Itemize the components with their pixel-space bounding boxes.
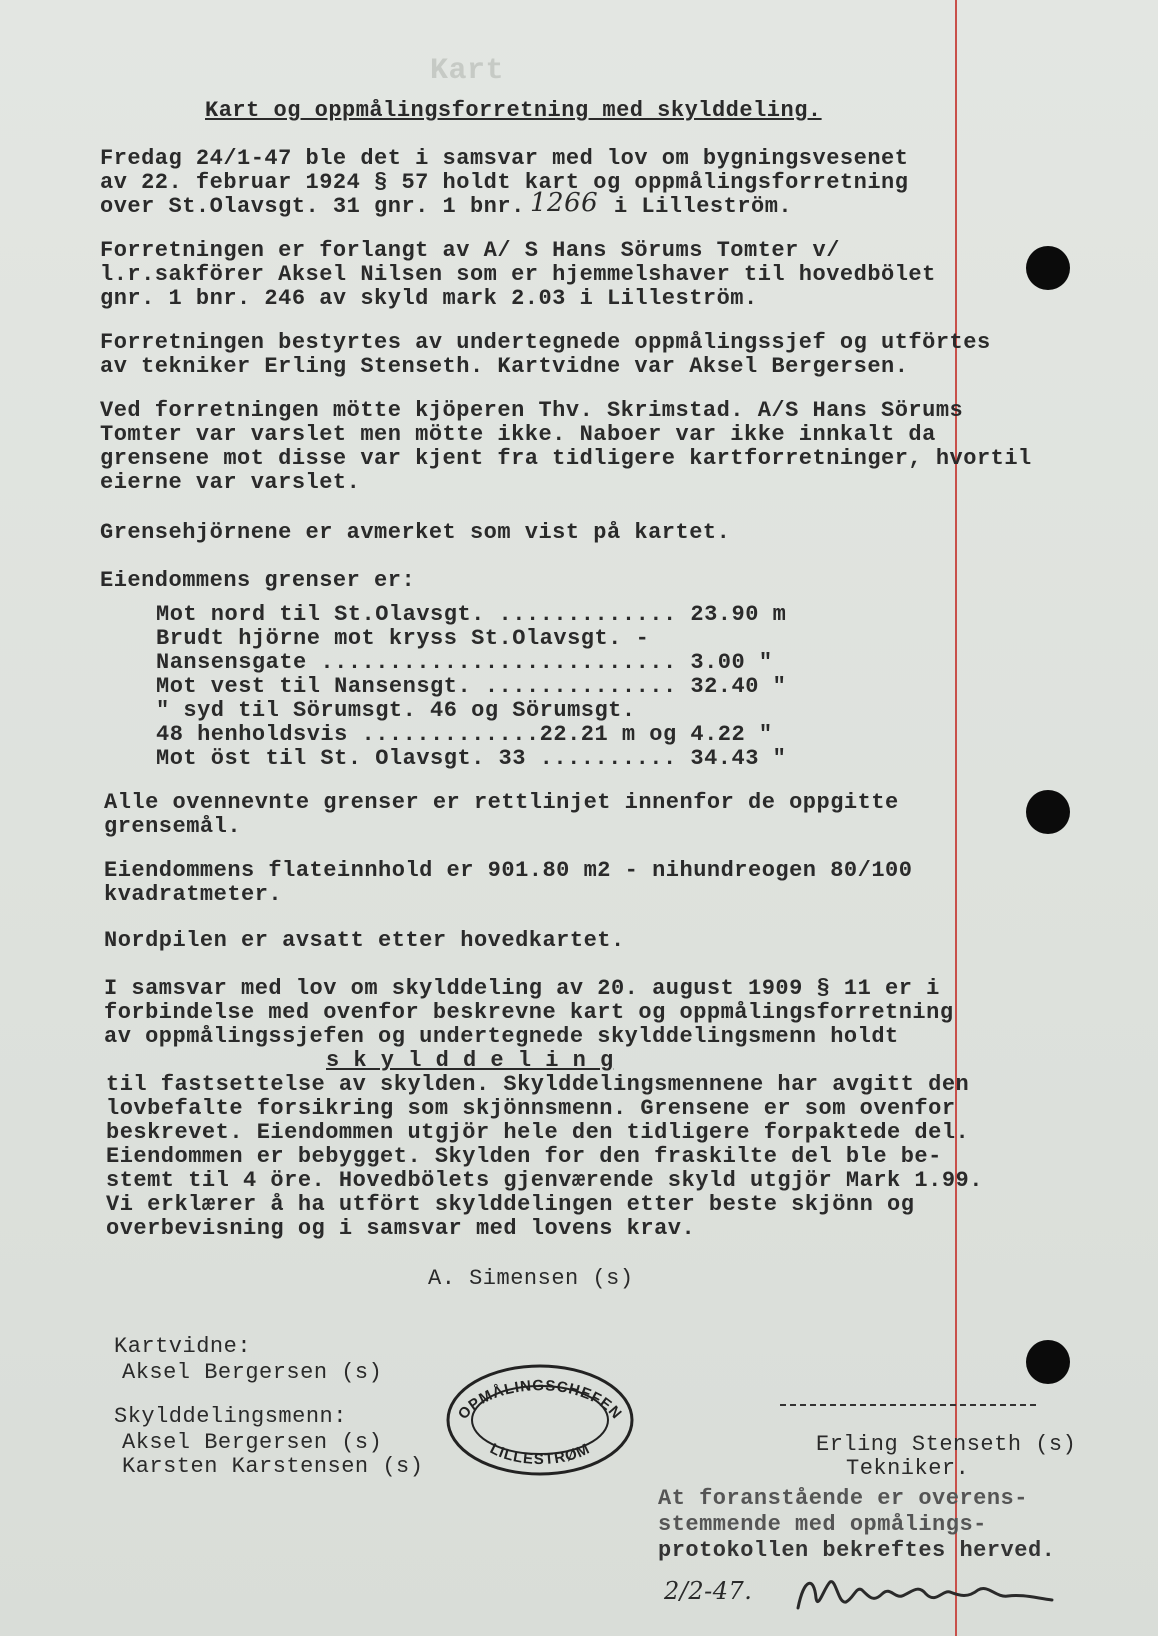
text-line: av oppmålingssjefen og undertegnede skylddelingsmenn holdt — [104, 1024, 899, 1049]
kartvidne-label: Kartvidne: — [114, 1334, 252, 1359]
boundary-line: Mot öst til St. Olavsgt. 33 .......... 34.43 " — [156, 746, 787, 771]
text-line: Forretningen bestyrtes av undertegnede oppmålingssjef og utförtes — [100, 330, 991, 355]
boundary-line: Mot vest til Nansensgt. .............. 32.40 " — [156, 674, 787, 699]
text-line: stemt til 4 öre. Hovedbölets gjenværende skyld utgjör Mark 1.99. — [106, 1168, 983, 1193]
certification-line: At foranstående er overens- — [658, 1486, 1028, 1511]
punch-hole — [1026, 1340, 1070, 1384]
text-line: kvadratmeter. — [104, 882, 283, 907]
text-line: lovbefalte forsikring som skjönnsmenn. Grensene er som ovenfor — [106, 1096, 956, 1121]
text-line: Eiendommens flateinnhold er 901.80 m2 - nihundreogen 80/100 — [104, 858, 913, 883]
text-line: I samsvar med lov om skylddeling av 20. august 1909 § 11 er i — [104, 976, 940, 1001]
official-stamp — [440, 1360, 640, 1480]
boundary-line: Brudt hjörne mot kryss St.Olavsgt. - — [156, 626, 650, 651]
skyldmann-name: Karsten Karstensen (s) — [122, 1454, 424, 1479]
text-line: i Lilleström. — [614, 194, 793, 219]
boundary-line: Nansensgate .......................... 3.00 " — [156, 650, 773, 675]
signature-simensen: A. Simensen (s) — [428, 1266, 634, 1291]
skyldmenn-label: Skylddelingsmenn: — [114, 1404, 347, 1429]
text-line: grensemål. — [104, 814, 242, 839]
text-line: Vi erklærer å ha utfört skylddelingen etter beste skjönn og — [106, 1192, 915, 1217]
boundary-line: 48 henholdsvis .............22.21 m og 4.22 " — [156, 722, 773, 747]
tekniker-name: Erling Stenseth (s) — [816, 1432, 1077, 1457]
stamp-top-text: OPMÅLINGSCHEFEN — [454, 1377, 626, 1423]
punch-hole — [1026, 790, 1070, 834]
svg-text:LILLESTRØM — [487, 1440, 593, 1468]
text-line: Ved forretningen mötte kjöperen Thv. Skrimstad. A/S Hans Sörums — [100, 398, 964, 423]
text-line: Nordpilen er avsatt etter hovedkartet. — [104, 928, 625, 953]
text-line: til fastsettelse av skylden. Skylddelingsmennene har avgitt den — [106, 1072, 970, 1097]
boundary-line: " syd til Sörumsgt. 46 og Sörumsgt. — [156, 698, 636, 723]
text-line: av 22. februar 1924 § 57 holdt kart og oppmålingsforretning — [100, 170, 909, 195]
red-margin-line — [955, 0, 957, 1636]
handwritten-date: 2/2-47. — [664, 1577, 753, 1605]
certification-line: protokollen bekreftes herved. — [658, 1538, 1056, 1563]
stamp-bottom-text: LILLESTRØM — [487, 1440, 593, 1469]
text-line: overbevisning og i samsvar med lovens krav. — [106, 1216, 696, 1241]
skyldmann-name: Aksel Bergersen (s) — [122, 1430, 383, 1455]
text-line: forbindelse med ovenfor beskrevne kart og oppmålingsforretning — [104, 1000, 954, 1025]
text-line: Forretningen er forlangt av A/ S Hans Sörums Tomter v/ — [100, 238, 840, 263]
boundaries-heading: Eiendommens grenser er: — [100, 568, 416, 593]
page-title: Kart og oppmålingsforretning med skylddeling. — [205, 98, 822, 123]
handwritten-bnr: 1266 — [530, 188, 599, 218]
certification-line: stemmende med opmålings- — [658, 1512, 987, 1537]
text-line: Grensehjörnene er avmerket som vist på kartet. — [100, 520, 731, 545]
skylddeling-heading: s k y l d d e l i n g — [326, 1048, 614, 1073]
text-line: Tomter var varslet men mötte ikke. Naboer var ikke innkalt da — [100, 422, 936, 447]
faint-header: Kart — [430, 54, 505, 88]
text-line: Alle ovennevnte grenser er rettlinjet innenfor de oppgitte — [104, 790, 899, 815]
text-line: Fredag 24/1-47 ble det i samsvar med lov om bygningsvesenet — [100, 146, 909, 171]
kartvidne-name: Aksel Bergersen (s) — [122, 1360, 383, 1385]
text-line: l.r.sakförer Aksel Nilsen som er hjemmelshaver til hovedbölet — [100, 262, 936, 287]
text-line: grensene mot disse var kjent fra tidligere kartforretninger, hvortil — [100, 446, 1032, 471]
text-line: eierne var varslet. — [100, 470, 361, 495]
svg-text:OPMÅLINGSCHEFEN — [455, 1377, 626, 1423]
tekniker-title: Tekniker. — [846, 1456, 970, 1481]
text-line: Eiendommen er bebygget. Skylden for den fraskilte del ble be- — [106, 1144, 942, 1169]
signature-rule — [780, 1404, 1036, 1406]
text-line: av tekniker Erling Stenseth. Kartvidne var Aksel Bergersen. — [100, 354, 909, 379]
boundary-line: Mot nord til St.Olavsgt. ............. 23.90 m — [156, 602, 787, 627]
text-line: over St.Olavsgt. 31 gnr. 1 bnr. — [100, 194, 525, 219]
text-line: gnr. 1 bnr. 246 av skyld mark 2.03 i Lilleström. — [100, 286, 758, 311]
handwritten-signature — [790, 1568, 1060, 1618]
text-line: beskrevet. Eiendommen utgjör hele den tidligere forpaktede del. — [106, 1120, 970, 1145]
punch-hole — [1026, 246, 1070, 290]
